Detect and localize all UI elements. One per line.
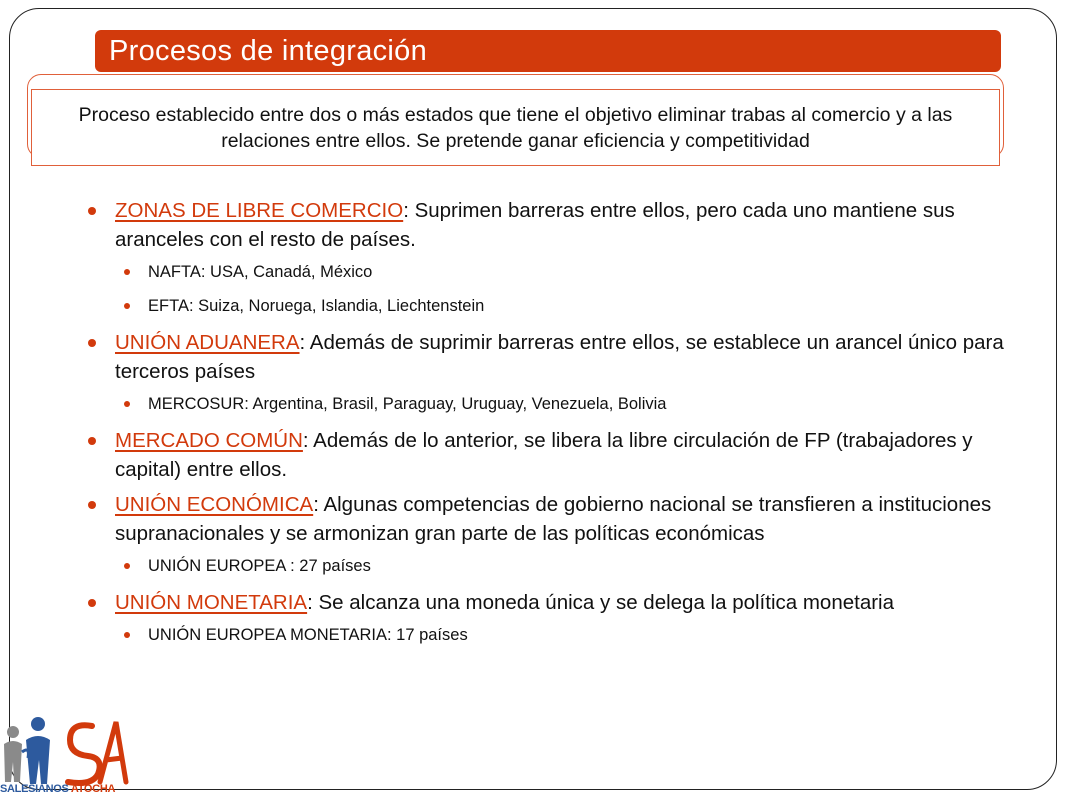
bullet-icon: [88, 207, 96, 215]
sub-list-item: [86, 392, 1006, 416]
bullet-icon: [88, 339, 96, 347]
sub-item-text: UNIÓN EUROPEA : 27 países: [148, 557, 371, 575]
definition-text: Proceso establecido entre dos o más estados que tiene el objetivo eliminar trabas al comercio y a las relaciones entre ellos. Se pretende ganar eficiencia y competitividad: [78, 103, 953, 152]
list-item: [86, 196, 1006, 254]
logo-wordmark: [0, 783, 132, 795]
logo-name-part2: ATOCHA: [70, 783, 116, 795]
item-description: : Suprimen barreras entre ellos, pero cada uno mantiene sus aranceles con el resto de países.: [115, 199, 955, 251]
integration-list: [86, 196, 1006, 657]
term-link[interactable]: UNIÓN MONETARIA: [115, 591, 308, 614]
bullet-icon: [88, 501, 96, 509]
sub-item-text: MERCOSUR: Argentina, Brasil, Paraguay, Uruguay, Venezuela, Bolivia: [148, 395, 667, 413]
sub-list-item: [86, 294, 1006, 318]
term-link[interactable]: UNIÓN ECONÓMICA: [115, 493, 314, 516]
list-item: [86, 588, 1006, 617]
list-item: [86, 490, 1006, 548]
sub-list-item: [86, 623, 1006, 647]
bullet-icon: [88, 437, 96, 445]
term-link[interactable]: UNIÓN ADUANERA: [115, 331, 300, 354]
sub-list-item: [86, 260, 1006, 284]
slide-title: Procesos de integración: [95, 30, 1001, 72]
bullet-icon: [124, 303, 130, 309]
bullet-icon: [124, 401, 130, 407]
item-description: : Se alcanza una moneda única y se delega la política monetaria: [307, 591, 895, 614]
bullet-icon: [124, 269, 130, 275]
item-description: : Además de suprimir barreras entre ellos, se establece un arancel único para terceros países: [115, 331, 1004, 383]
list-item: [86, 328, 1006, 386]
term-link[interactable]: ZONAS DE LIBRE COMERCIO: [115, 199, 404, 222]
item-description: : Algunas competencias de gobierno nacional se transfieren a instituciones supranacionales y se armonizan gran parte de las políticas económicas: [115, 493, 992, 545]
sub-item-text: EFTA: Suiza, Noruega, Islandia, Liechtenstein: [148, 297, 485, 315]
sub-item-text: UNIÓN EUROPEA MONETARIA: 17 países: [148, 626, 468, 644]
sub-list-item: [86, 554, 1006, 578]
bullet-icon: [88, 599, 96, 607]
definition-box: [31, 89, 1000, 166]
sub-item-text: NAFTA: USA, Canadá, México: [148, 263, 373, 281]
logo-name-part1: SALESIANOS: [0, 783, 69, 795]
bullet-icon: [124, 632, 130, 638]
item-description: : Además de lo anterior, se libera la libre circulación de FP (trabajadores y capital) entre ellos.: [115, 429, 973, 481]
list-item: [86, 426, 1006, 484]
bullet-icon: [124, 563, 130, 569]
term-link[interactable]: MERCADO COMÚN: [115, 429, 303, 452]
